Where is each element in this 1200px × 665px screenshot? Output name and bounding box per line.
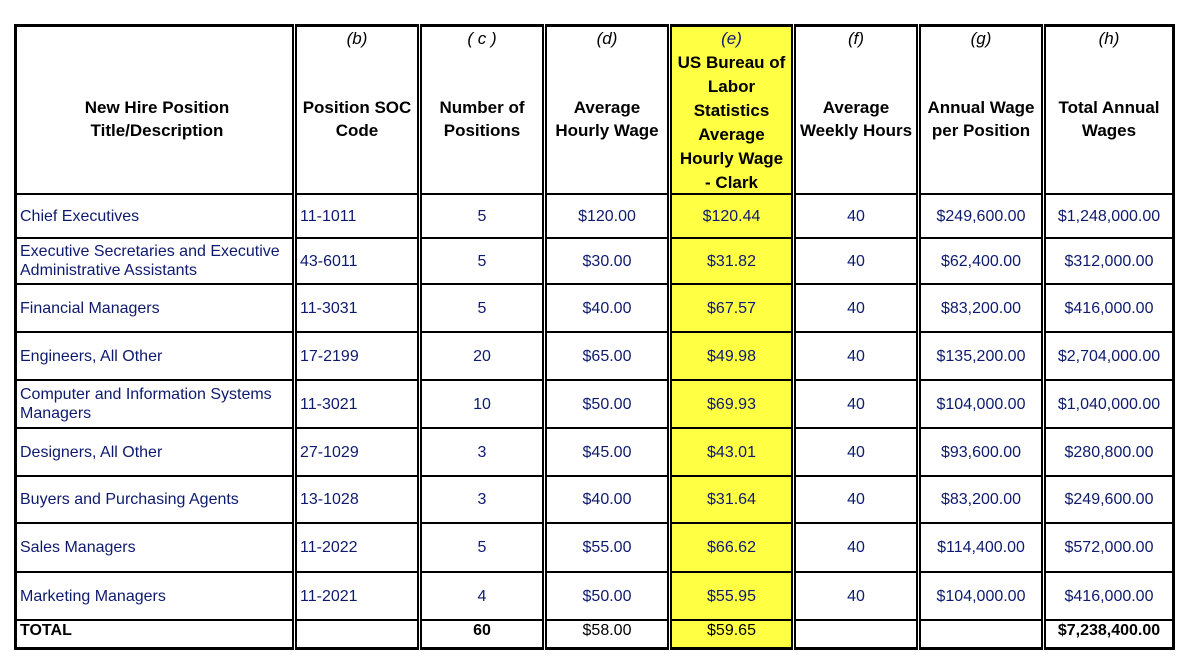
column-letter [17, 29, 292, 51]
total-weekly-hours [794, 620, 919, 649]
total-row [16, 620, 1174, 649]
cell-average-hourly-wage: $120.00 [545, 194, 670, 238]
cell-total-annual-wages: $312,000.00 [1044, 238, 1174, 284]
cell-weekly-hours: 40 [794, 332, 919, 380]
total-bls-hourly-wage: $59.65 [670, 620, 794, 649]
column-letter: (f) [847, 29, 865, 48]
column-letter: (e) [721, 29, 742, 48]
cell-total-annual-wages: $249,600.00 [1044, 476, 1174, 523]
cell-total-annual-wages: $1,040,000.00 [1044, 380, 1174, 428]
header-row [16, 26, 1174, 195]
column-label: Total Annual Wages [1058, 98, 1160, 140]
column-label: Position SOC Code [302, 98, 412, 140]
column-letter: ( c ) [467, 29, 497, 48]
column-label: Annual Wage per Position [927, 98, 1035, 140]
wage-table-container [14, 24, 1175, 650]
cell-bls-hourly-wage: $43.01 [670, 428, 794, 476]
total-annual-wage [919, 620, 1044, 649]
cell-position-title: Financial Managers [16, 284, 295, 332]
cell-bls-hourly-wage: $49.98 [670, 332, 794, 380]
table-row [16, 428, 1174, 476]
cell-annual-wage: $104,000.00 [919, 380, 1044, 428]
cell-average-hourly-wage: $50.00 [545, 572, 670, 620]
cell-weekly-hours: 40 [794, 380, 919, 428]
cell-average-hourly-wage: $50.00 [545, 380, 670, 428]
cell-average-hourly-wage: $30.00 [545, 238, 670, 284]
cell-weekly-hours: 40 [794, 572, 919, 620]
column-label: Average Weekly Hours [799, 98, 913, 140]
cell-number-of-positions: 5 [420, 194, 545, 238]
cell-number-of-positions: 4 [420, 572, 545, 620]
cell-soc-code: 11-2021 [295, 572, 420, 620]
cell-bls-hourly-wage: $31.64 [670, 476, 794, 523]
cell-weekly-hours: 40 [794, 476, 919, 523]
cell-weekly-hours: 40 [794, 194, 919, 238]
cell-average-hourly-wage: $55.00 [545, 523, 670, 572]
cell-position-title: Computer and Information Systems Managers [16, 380, 295, 428]
cell-bls-hourly-wage: $120.44 [670, 194, 794, 238]
table-body [16, 194, 1174, 649]
cell-average-hourly-wage: $45.00 [545, 428, 670, 476]
cell-weekly-hours: 40 [794, 428, 919, 476]
wage-table [14, 24, 1175, 650]
cell-annual-wage: $135,200.00 [919, 332, 1044, 380]
cell-average-hourly-wage: $40.00 [545, 284, 670, 332]
header-average-weekly-hours [794, 26, 919, 195]
cell-bls-hourly-wage: $67.57 [670, 284, 794, 332]
table-row [16, 572, 1174, 620]
cell-soc-code: 11-2022 [295, 523, 420, 572]
column-label: US Bureau of Labor Statistics Average Hourly Wage - Clark [677, 53, 786, 192]
cell-bls-hourly-wage: $69.93 [670, 380, 794, 428]
cell-annual-wage: $83,200.00 [919, 476, 1044, 523]
cell-position-title: Executive Secretaries and Executive Administrative Assistants [16, 238, 295, 284]
cell-total-annual-wages: $1,248,000.00 [1044, 194, 1174, 238]
cell-annual-wage: $249,600.00 [919, 194, 1044, 238]
header-soc-code [295, 26, 420, 195]
column-letter: (b) [346, 29, 368, 48]
cell-position-title: Designers, All Other [16, 428, 295, 476]
header-position-title [16, 26, 295, 195]
cell-soc-code: 27-1029 [295, 428, 420, 476]
total-annual-wages: $7,238,400.00 [1044, 620, 1174, 649]
cell-bls-hourly-wage: $31.82 [670, 238, 794, 284]
cell-number-of-positions: 20 [420, 332, 545, 380]
table-row [16, 332, 1174, 380]
cell-annual-wage: $83,200.00 [919, 284, 1044, 332]
cell-weekly-hours: 40 [794, 523, 919, 572]
cell-total-annual-wages: $416,000.00 [1044, 284, 1174, 332]
cell-position-title: Sales Managers [16, 523, 295, 572]
table-row [16, 523, 1174, 572]
cell-position-title: Buyers and Purchasing Agents [16, 476, 295, 523]
table-row [16, 380, 1174, 428]
column-label: New Hire Position Title/Description [84, 98, 230, 140]
total-soc-code [295, 620, 420, 649]
table-row [16, 238, 1174, 284]
cell-annual-wage: $62,400.00 [919, 238, 1044, 284]
cell-soc-code: 43-6011 [295, 238, 420, 284]
column-letter: (g) [970, 29, 992, 48]
cell-number-of-positions: 5 [420, 284, 545, 332]
column-letter: (h) [1098, 29, 1120, 48]
cell-annual-wage: $93,600.00 [919, 428, 1044, 476]
cell-weekly-hours: 40 [794, 238, 919, 284]
cell-number-of-positions: 5 [420, 238, 545, 284]
cell-position-title: Engineers, All Other [16, 332, 295, 380]
cell-bls-hourly-wage: $66.62 [670, 523, 794, 572]
total-label: TOTAL [16, 620, 295, 649]
column-letter: (d) [596, 29, 618, 48]
cell-number-of-positions: 10 [420, 380, 545, 428]
cell-average-hourly-wage: $40.00 [545, 476, 670, 523]
cell-soc-code: 17-2199 [295, 332, 420, 380]
column-label: Average Hourly Wage [555, 98, 659, 140]
cell-soc-code: 11-3021 [295, 380, 420, 428]
header-number-of-positions [420, 26, 545, 195]
cell-total-annual-wages: $280,800.00 [1044, 428, 1174, 476]
cell-position-title: Marketing Managers [16, 572, 295, 620]
cell-number-of-positions: 3 [420, 476, 545, 523]
header-total-annual-wages [1044, 26, 1174, 195]
cell-soc-code: 11-3031 [295, 284, 420, 332]
header-annual-wage-per-position [919, 26, 1044, 195]
cell-annual-wage: $104,000.00 [919, 572, 1044, 620]
column-label: Number of Positions [439, 98, 525, 140]
cell-soc-code: 11-1011 [295, 194, 420, 238]
cell-position-title: Chief Executives [16, 194, 295, 238]
cell-number-of-positions: 3 [420, 428, 545, 476]
table-row [16, 194, 1174, 238]
total-average-hourly-wage: $58.00 [545, 620, 670, 649]
cell-soc-code: 13-1028 [295, 476, 420, 523]
cell-annual-wage: $114,400.00 [919, 523, 1044, 572]
cell-total-annual-wages: $2,704,000.00 [1044, 332, 1174, 380]
cell-total-annual-wages: $416,000.00 [1044, 572, 1174, 620]
table-row [16, 284, 1174, 332]
cell-total-annual-wages: $572,000.00 [1044, 523, 1174, 572]
table-row [16, 476, 1174, 523]
cell-weekly-hours: 40 [794, 284, 919, 332]
cell-bls-hourly-wage: $55.95 [670, 572, 794, 620]
total-number-of-positions: 60 [420, 620, 545, 649]
header-bls-hourly-wage [670, 26, 794, 195]
cell-average-hourly-wage: $65.00 [545, 332, 670, 380]
header-average-hourly-wage [545, 26, 670, 195]
cell-number-of-positions: 5 [420, 523, 545, 572]
